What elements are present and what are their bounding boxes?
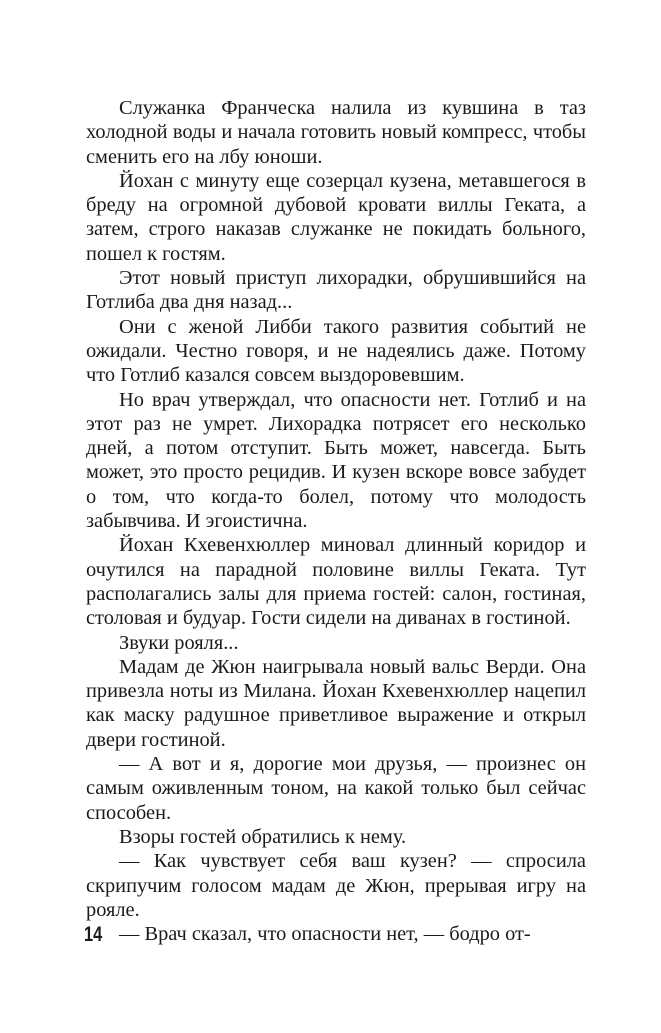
paragraph: — Врач сказал, что опасности нет, — бодро от- <box>119 923 531 946</box>
paragraph: Йохан Кхевенхюллер миновал длинный коридор и очутился на парадной половине виллы Геката. Тут располагались залы для приема гостей: салон, гостиная, столовая и будуар. Гости сидели на диванах в гостиной. <box>86 534 586 630</box>
page-number: 14 <box>84 923 103 946</box>
paragraph: — А вот и я, дорогие мои друзья, — произнес он самым оживленным тоном, на какой только был сейчас способен. <box>86 753 586 824</box>
paragraph: — Как чувствует себя ваш кузен? — спросила скрипучим голосом мадам де Жюн, прерывая игру на рояле. <box>86 850 586 921</box>
paragraph: Этот новый приступ лихорадки, обрушившийся на Готлиба два дня назад... <box>86 267 586 314</box>
paragraph: Служанка Франческа налила из кувшина в таз холодной воды и начала готовить новый компресс, чтобы сменить его на лбу юноши. <box>86 97 586 168</box>
body-text <box>86 96 586 946</box>
paragraph: Мадам де Жюн наигрывала новый вальс Верди. Она привезла ноты из Милана. Йохан Кхевенхюллер нацепил как маску радушное приветливое выражение и открыл двери гостиной. <box>86 655 586 751</box>
paragraph: Они с женой Либби такого развития событий не ожидали. Честно говоря, и не надеялись даже. Потому что Готлиб казался совсем выздоровевшим. <box>86 315 586 387</box>
paragraph: Взоры гостей обратились к нему. <box>119 825 407 848</box>
paragraph: Йохан с минуту еще созерцал кузена, метавшегося в бреду на огромной дубовой кровати виллы Геката, а затем, строго наказав служанке не покидать больного, пошел к гостям. <box>86 169 586 265</box>
paragraph: Но врач утверждал, что опасности нет. Готлиб и на этот раз не умрет. Лихорадка потрясет его несколько дней, а потом отступит. Быть может, навсегда. Быть может, это просто рецидив. И кузен вскоре вовсе забудет о том, что когда-то болел, потому что молодость забывчива. И эгоистична. <box>86 388 586 533</box>
paragraph: Звуки рояля... <box>119 631 239 654</box>
